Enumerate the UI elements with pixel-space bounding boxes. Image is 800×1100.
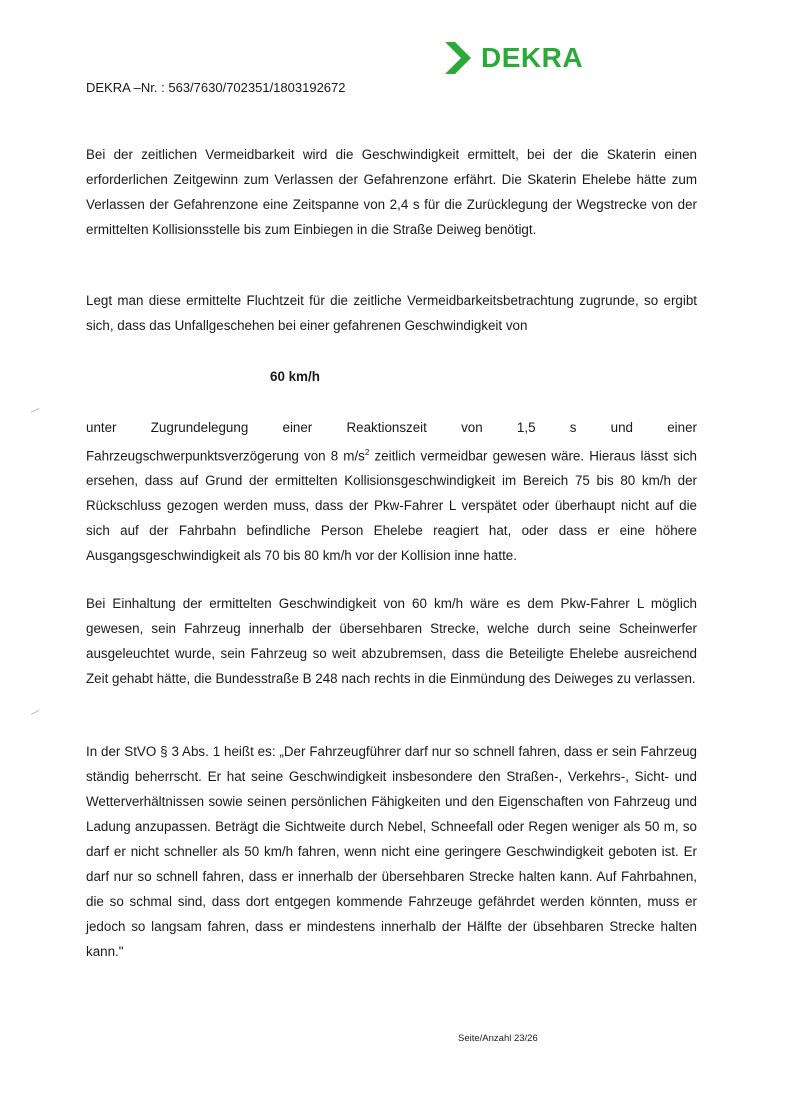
speed-value: 60 km/h (270, 369, 320, 384)
paragraph-reaction-time (86, 415, 697, 568)
margin-tick-mark (30, 405, 40, 415)
paragraph-escape-time: Legt man diese ermittelte Fluchtzeit für die zeitliche Vermeidbarkeitsbetrachtung zugrunde, so ergibt sich, dass das Unfallgeschehen bei einer gefahrenen Geschwindigkeit von (86, 293, 697, 333)
paragraph-reaction-time-first-line: unter Zugrundelegung einer Reaktionszeit von 1,5 s und einer (86, 420, 697, 435)
page-number: Seite/Anzahl 23/26 (458, 1033, 538, 1044)
paragraph-avoidability: Bei der zeitlichen Vermeidbarkeit wird die Geschwindigkeit ermittelt, bei der die Skaterin einen erforderlichen Zeitgewinn zum Verlassen der Gefahrenzone erfährt. Die Skaterin Ehelebe hätte zum Verlassen der Gefahrenzone eine Zeitspanne von 2,4 s für die Zurücklegung der Wegstrecke von der ermittelten Kollisionsstelle bis zum Einbiegen in die Straße Deiweg benötigt. (86, 147, 697, 237)
reference-number: DEKRA –Nr. : 563/7630/702351/1803192672 (86, 80, 346, 95)
margin-tick-mark (30, 707, 40, 717)
paragraph-compliance: Bei Einhaltung der ermittelten Geschwindigkeit von 60 km/h wäre es dem Pkw-Fahrer L möglich gewesen, sein Fahrzeug innerhalb der übersehbaren Strecke, welche durch seine Scheinwerfer ausgeleuchtet wurde, sein Fahrzeug so weit abzubremsen, dass die Beteiligte Ehelebe ausreichend Zeit gehabt hätte, die Bundesstraße B 248 nach rechts in die Einmündung des Deiweges zu verlassen. (86, 596, 697, 686)
squared-superscript: 2 (364, 448, 370, 457)
dekra-logo (443, 38, 583, 78)
paragraph-stvo-quote: In der StVO § 3 Abs. 1 heißt es: „Der Fahrzeugführer darf nur so schnell fahren, dass er sein Fahrzeug ständig beherrscht. Er hat seine Geschwindigkeit insbesondere den Straßen-, Verkehrs-, Sicht- und Wetterverhältnissen sowie seinen persönlichen Fähigkeiten und den Eigenschaften von Fahrzeug und Ladung anzupassen. Beträgt die Sichtweite durch Nebel, Schneefall oder Regen weniger als 50 m, so darf er nicht schneller als 50 km/h fahren, wenn nicht eine geringere Geschwindigkeit geboten ist. Er darf nur so schnell fahren, dass er innerhalb der übersehbaren Strecke halten kann. Auf Fahrbahnen, die so schmal sind, dass dort entgegen kommende Fahrzeuge gefährdet werden könnten, muss er jedoch so langsam fahren, dass er mindestens innerhalb der Hälfte der übsehbaren Strecke halten kann." (86, 744, 697, 959)
paragraph-reaction-time-text-a: Fahrzeugschwerpunktsverzögerung von 8 m/s (86, 448, 365, 464)
dekra-chevron-icon (443, 40, 473, 76)
dekra-logo-text: DEKRA (481, 42, 584, 73)
paragraph-reaction-time-text-b: zeitlich vermeidbar gewesen wäre. Hieraus lässt sich ersehen, dass auf Grund der ermittelten Kollisionsgeschwindigkeit im Bereich 75 bis 80 km/h der Rückschluss gezogen werden muss, dass der Pkw-Fahrer L verspätet oder überhaupt nicht auf die sich auf der Fahrbahn befindliche Person Ehelebe reagiert hat, oder dass er eine höhere Ausgangsgeschwindigkeit als 70 bis 80 km/h vor der Kollision inne hatte. (86, 448, 697, 564)
